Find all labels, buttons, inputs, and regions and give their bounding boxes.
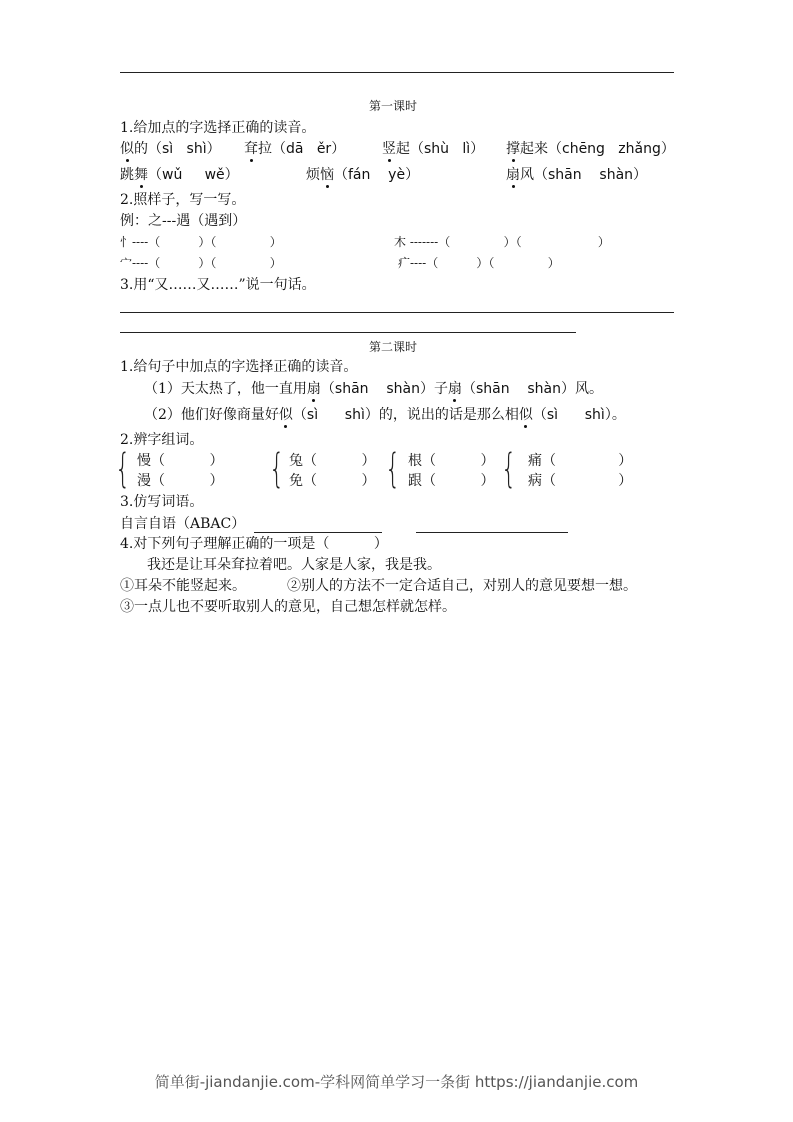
l1-q3-prompt: 3.用“又……又……”说一句话。 bbox=[120, 277, 316, 293]
l2-q3-example: 自言自语（ABAC） bbox=[120, 515, 568, 533]
word-pair-item: 慢（ ） bbox=[137, 453, 224, 469]
l1-q2-prompt: 2.照样子，写一写。 bbox=[120, 192, 246, 208]
l1-q2-row-left: 忄----（ ）（ ） bbox=[120, 235, 282, 249]
l2-q4-option-1: ①耳朵不能竖起来。 bbox=[120, 578, 246, 594]
l2-q4-option-2: ②别人的方法不一定合适自己，对别人的意见要想一想。 bbox=[287, 578, 637, 594]
l1-q1-item: 扇风（shān shàn） bbox=[506, 167, 648, 183]
l2-q2-prompt: 2.辨字组词。 bbox=[120, 432, 204, 448]
top-rule bbox=[120, 72, 674, 73]
l1-q1-item: 耷拉（dā ěr） bbox=[244, 141, 346, 157]
brace-icon: { bbox=[269, 446, 285, 492]
brace-icon: { bbox=[115, 446, 131, 492]
l1-q2-row-right: 木 -------（ ）（ ） bbox=[394, 235, 610, 249]
word-pair-item: 免（ ） bbox=[289, 473, 376, 489]
l1-q2-example: 例：之---遇（遇到） bbox=[120, 213, 247, 229]
l2-q4-passage: 我还是让耳朵耷拉着吧。人家是人家，我是我。 bbox=[147, 557, 441, 573]
l1-q1-item: 烦恼（fán yè） bbox=[306, 167, 420, 183]
l1-q1-item: 跳舞（wǔ wě） bbox=[120, 167, 239, 183]
answer-blank[interactable] bbox=[254, 518, 382, 533]
lesson1-title: 第一课时 bbox=[369, 99, 418, 113]
lesson2-title: 第二课时 bbox=[369, 340, 418, 354]
word-pair-item: 痛（ ） bbox=[528, 453, 633, 469]
word-pair-item: 病（ ） bbox=[528, 473, 633, 489]
brace-icon: { bbox=[385, 446, 401, 492]
l1-q1-item: 撑起来（chēng zhǎng） bbox=[506, 141, 675, 157]
word-pair-item: 跟（ ） bbox=[408, 473, 495, 489]
footer-text: 简单街-jiandanjie.com-学科网简单学习一条街 https://jiandanjie.com bbox=[154, 1073, 639, 1091]
l1-q1-prompt: 1.给加点的字选择正确的读音。 bbox=[120, 120, 316, 136]
l2-q4-prompt: 4.对下列句子理解正确的一项是（ ） bbox=[120, 536, 388, 552]
l2-q3-prompt: 3.仿写词语。 bbox=[120, 494, 204, 510]
l1-q2-row-right: 疒----（ ）（ ） bbox=[398, 256, 560, 270]
word-pair-item: 根（ ） bbox=[408, 453, 495, 469]
word-pair-item: 兔（ ） bbox=[289, 453, 376, 469]
l2-q1-sentence: （1）天太热了，他一直用扇（shān shàn）子扇（shān shàn）风。 bbox=[144, 381, 604, 397]
l2-q1-prompt: 1.给句子中加点的字选择正确的读音。 bbox=[120, 359, 358, 375]
brace-icon: { bbox=[501, 446, 517, 492]
answer-line bbox=[120, 332, 576, 333]
word-pair-item: 漫（ ） bbox=[137, 473, 224, 489]
l1-q1-item: 似的（sì shì） bbox=[120, 141, 221, 157]
answer-line bbox=[120, 312, 674, 313]
l1-q2-row-left: 宀----（ ）（ ） bbox=[120, 256, 282, 270]
l1-q1-item: 竖起（shù lì） bbox=[382, 141, 485, 157]
l2-q1-sentence: （2）他们好像商量好似（sì shì）的，说出的话是那么相似（sì shì）。 bbox=[144, 407, 626, 423]
answer-blank[interactable] bbox=[416, 518, 568, 533]
l2-q4-option-3: ③一点儿也不要听取别人的意见，自己想怎样就怎样。 bbox=[120, 599, 456, 615]
